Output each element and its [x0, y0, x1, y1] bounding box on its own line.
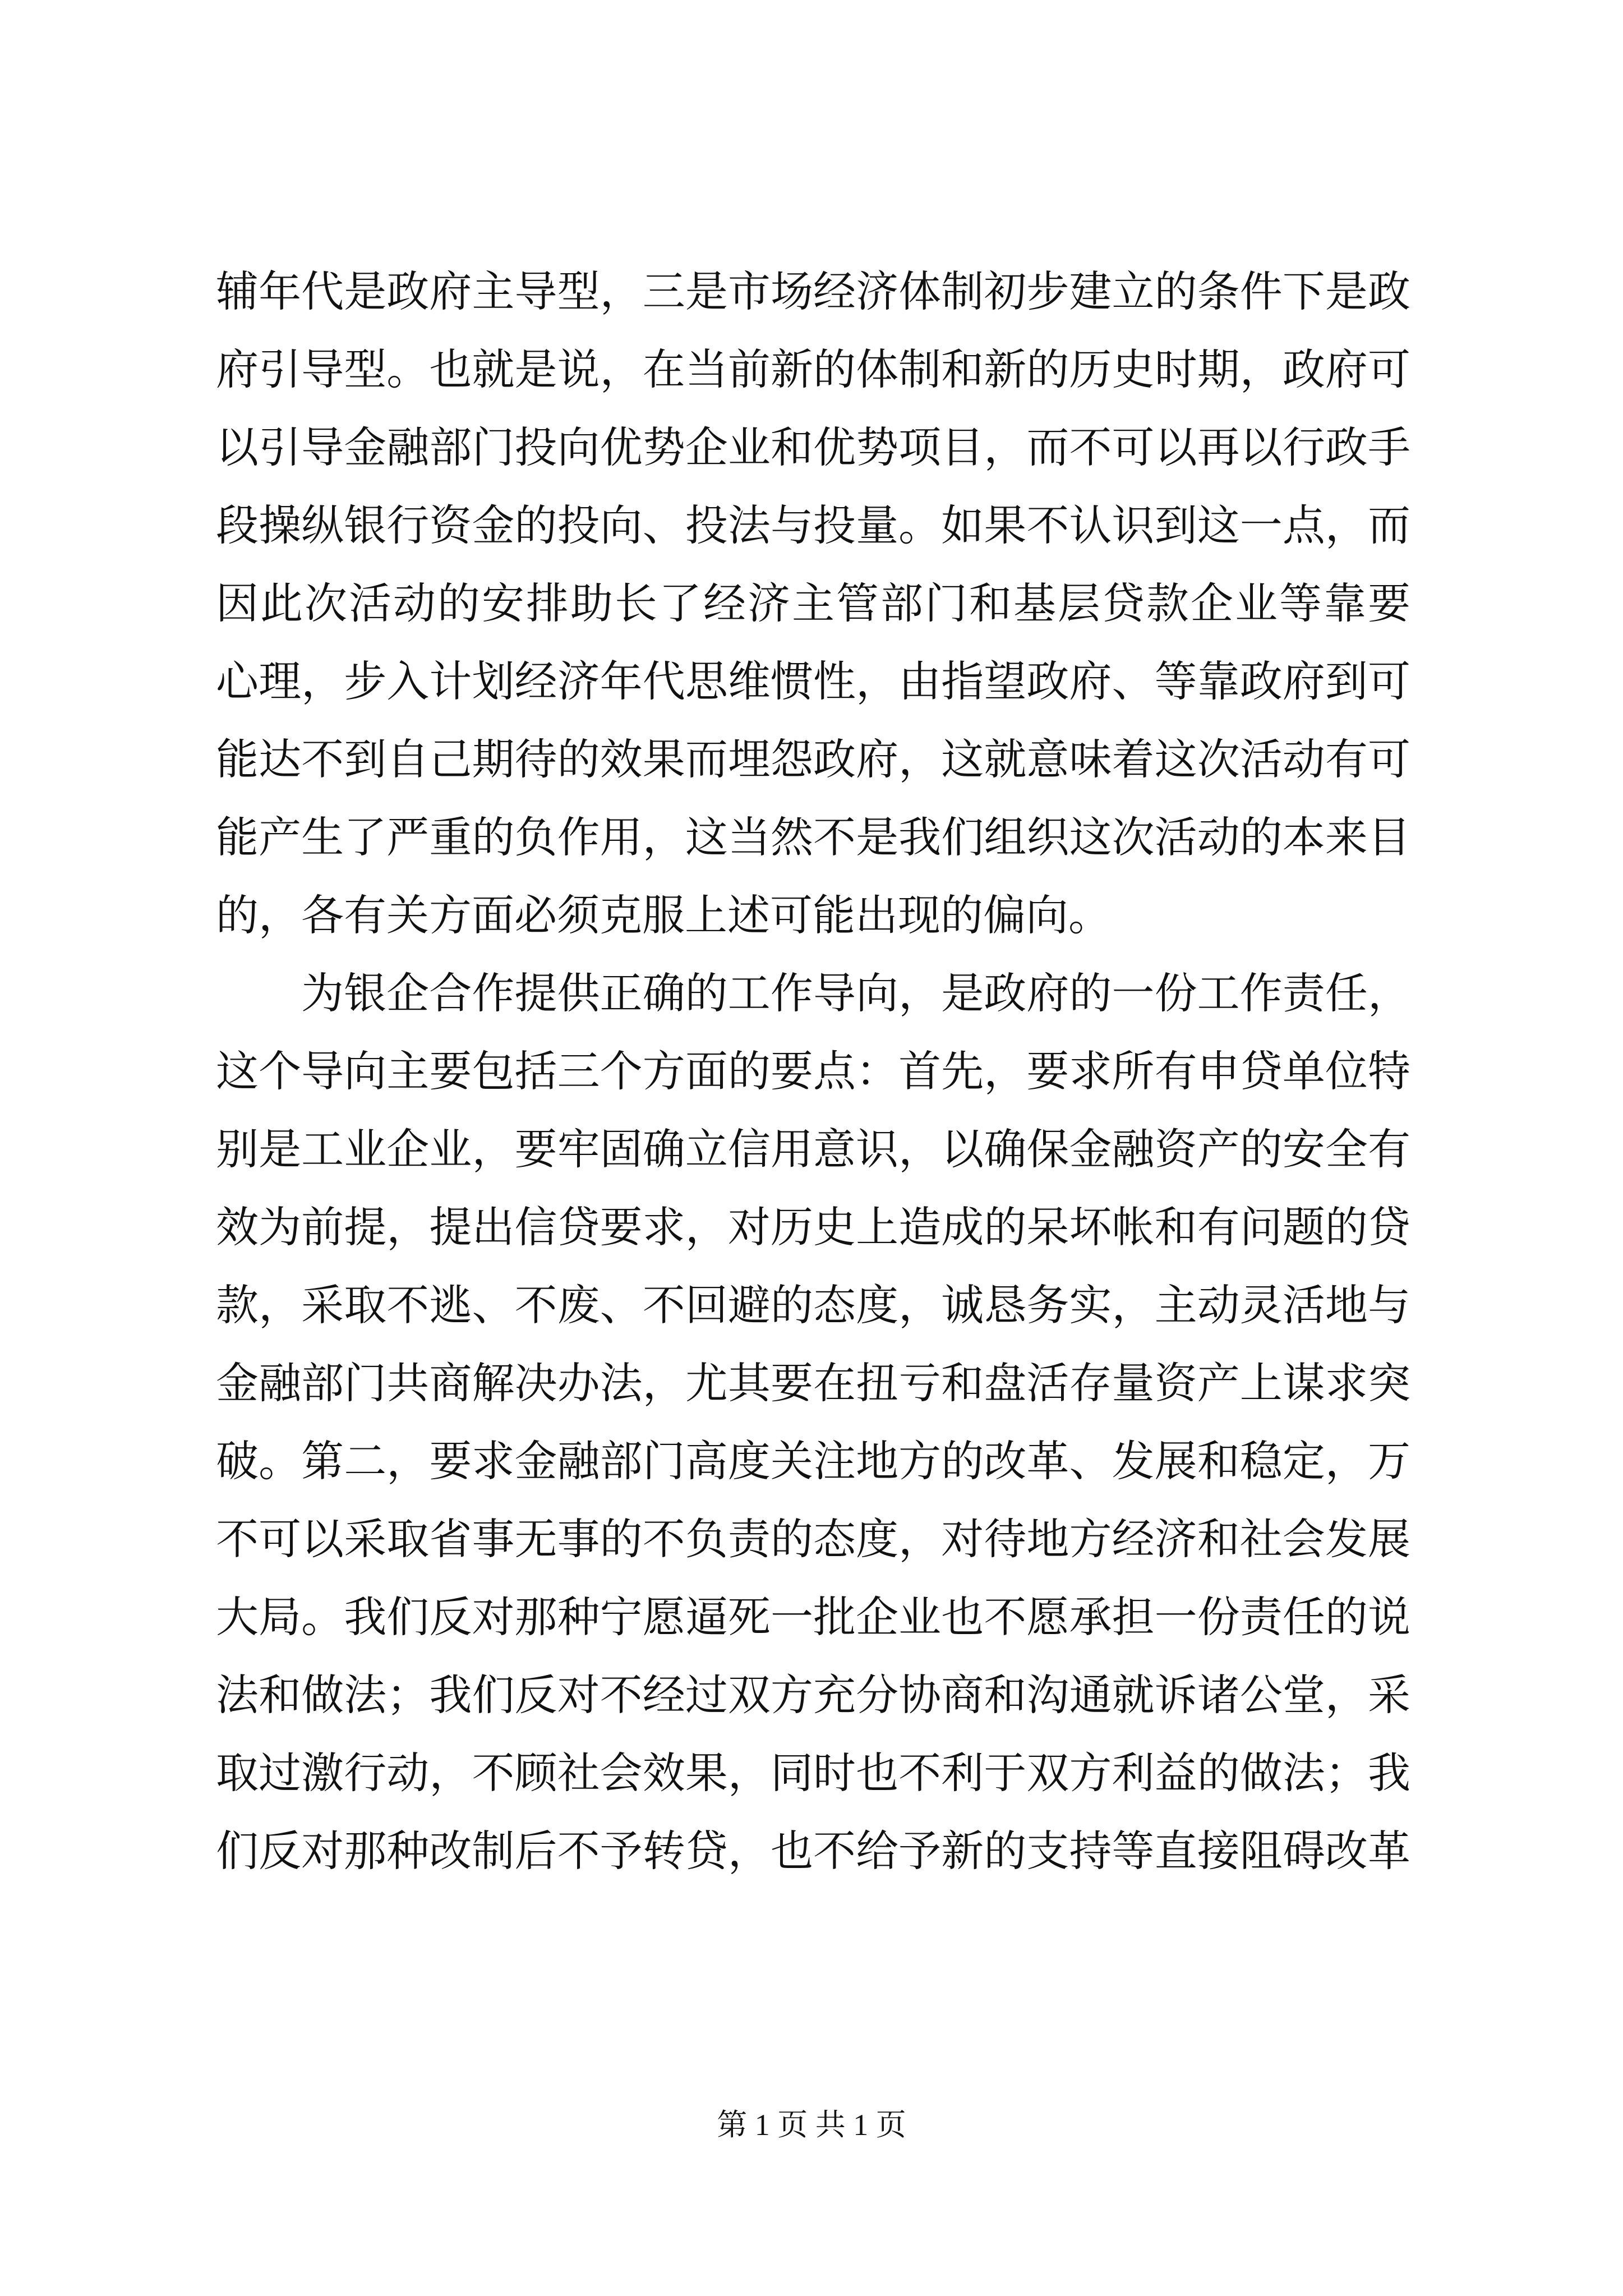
text-line: 能产生了严重的负作用，这当然不是我们组织这次活动的本来目	[216, 812, 1410, 862]
text-line: 辅年代是政府主导型，三是市场经济体制初步建立的条件下是政	[216, 266, 1410, 316]
text-line: 法和做法；我们反对不经过双方充分协商和沟通就诉诸公堂，采	[216, 1670, 1410, 1720]
text-line: 款，采取不逃、不废、不回避的态度，诚恳务实，主动灵活地与	[216, 1280, 1410, 1330]
text-line: 以引导金融部门投向优势企业和优势项目，而不可以再以行政手	[216, 422, 1410, 472]
text-line: 因此次活动的安排助长了经济主管部门和基层贷款企业等靠要	[216, 578, 1410, 628]
text-line: 金融部门共商解决办法，尤其要在扭亏和盘活存量资产上谋求突	[216, 1358, 1410, 1408]
text-line: 能达不到自己期待的效果而埋怨政府，这就意味着这次活动有可	[216, 734, 1410, 784]
text-line: 为银企合作提供正确的工作导向，是政府的一份工作责任，	[301, 968, 1410, 1018]
text-line: 取过激行动，不顾社会效果，同时也不利于双方利益的做法；我	[216, 1748, 1410, 1798]
text-line: 效为前提，提出信贷要求，对历史上造成的呆坏帐和有问题的贷	[216, 1202, 1410, 1252]
text-line: 不可以采取省事无事的不负责的态度，对待地方经济和社会发展	[216, 1514, 1410, 1564]
text-line: 别是工业企业，要牢固确立信用意识，以确保金融资产的安全有	[216, 1124, 1410, 1174]
text-line: 府引导型。也就是说，在当前新的体制和新的历史时期，政府可	[216, 344, 1410, 394]
page-number-footer: 第 1 页 共 1 页	[717, 2108, 906, 2142]
text-line: 们反对那种改制后不予转贷，也不给予新的支持等直接阻碍改革	[216, 1826, 1410, 1876]
text-line: 心理，步入计划经济年代思维惯性，由指望政府、等靠政府到可	[216, 656, 1410, 706]
text-line: 这个导向主要包括三个方面的要点：首先，要求所有申贷单位特	[216, 1046, 1410, 1096]
text-line: 破。第二，要求金融部门高度关注地方的改革、发展和稳定，万	[216, 1436, 1410, 1486]
text-line: 段操纵银行资金的投向、投法与投量。如果不认识到这一点，而	[216, 500, 1410, 550]
body-text	[216, 252, 1410, 1890]
text-line: 的，各有关方面必须克服上述可能出现的偏向。	[216, 890, 1111, 940]
text-line: 大局。我们反对那种宁愿逼死一批企业也不愿承担一份责任的说	[216, 1592, 1410, 1642]
